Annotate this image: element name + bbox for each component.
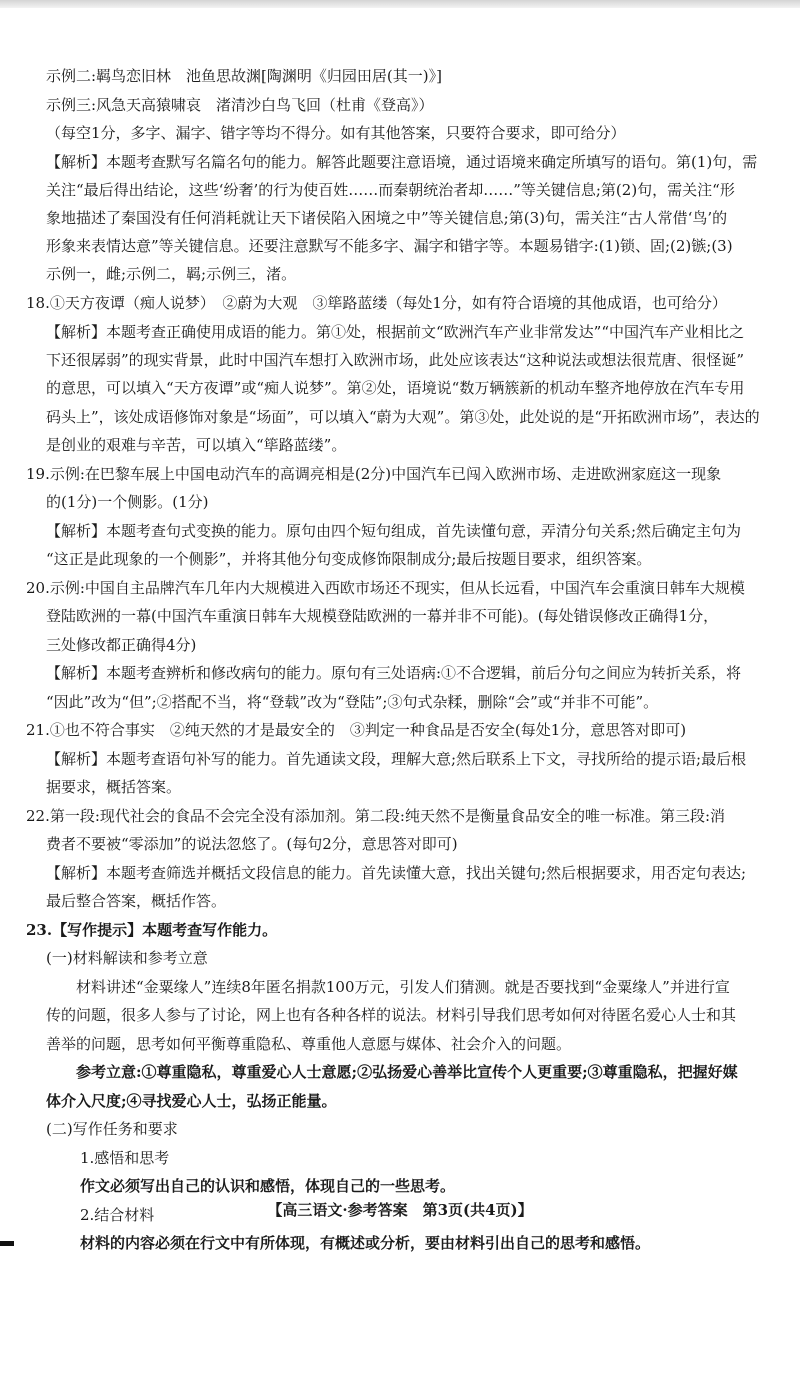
text-line: 示例一，雌;示例二，羁;示例三，渚。 <box>46 265 297 283</box>
analysis-line: 【解析】本题考查辨析和修改病句的能力。原句有三处语病:①不合逻辑，前后分句之间应为转折关系，将 <box>46 664 742 682</box>
paragraph-line: 材料的内容必须在行文中有所体现，有概述或分析，要由材料引出自己的思考和感悟。 <box>80 1234 651 1252</box>
page-footer: 【高三语文·参考答案 第3页(共4页)】 <box>267 1201 533 1219</box>
analysis-line: 【解析】本题考查筛选并概括文段信息的能力。首先读懂大意，找出关键句;然后根据要求，用否定句表达; <box>46 864 747 882</box>
text-line: 的(1分)一个侧影。(1分) <box>46 493 209 511</box>
analysis-line: 【解析】本题考查默写名篇名句的能力。解答此题要注意语境，通过语境来确定所填写的语句。第(1)句，需 <box>46 153 758 171</box>
text-line: （每空1分，多字、漏字、错字等均不得分。如有其他答案，只要符合要求，即可给分） <box>46 124 626 142</box>
paragraph-line: 体介入尺度;④寻找爱心人士，弘扬正能量。 <box>46 1092 337 1110</box>
text-line: “因此”改为“但”;②搭配不当，将“登载”改为“登陆”;③句式杂糅，删除“会”或“并非不可能”。 <box>46 693 659 711</box>
question-21-answer: 21.①也不符合事实 ②纯天然的才是最安全的 ③判定一种食品是否安全(每处1分，意思答对即可) <box>26 721 687 739</box>
text-line: “这正是此现象的一个侧影”，并将其他分句变成修饰限制成分;最后按题目要求，组织答案。 <box>46 550 652 568</box>
text-line: 示例二:羁鸟恋旧林 池鱼思故渊[陶渊明《归园田居(其一)》] <box>46 67 442 85</box>
paragraph-line: 善举的问题，思考如何平衡尊重隐私、尊重他人意愿与媒体、社会介入的问题。 <box>46 1035 572 1053</box>
question-22-answer: 22.第一段:现代社会的食品不会完全没有添加剂。第二段:纯天然不是衡量食品安全的唯一标准。第三段:消 <box>26 807 726 825</box>
text-line: 的意思，可以填入“天方夜谭”或“痴人说梦”。第②处，语境说“数万辆簇新的机动车整齐地停放在汽车专用 <box>46 379 745 397</box>
top-edge-shadow <box>0 0 800 8</box>
section-heading: (二)写作任务和要求 <box>46 1120 178 1138</box>
question-23-heading: 23.【写作提示】本题考查写作能力。 <box>26 921 278 939</box>
analysis-line: 【解析】本题考查语句补写的能力。首先通读文段，理解大意;然后联系上下文，寻找所给的提示语;最后根 <box>46 750 747 768</box>
question-20-answer: 20.示例:中国自主品牌汽车几年内大规模进入西欧市场还不现实，但从长远看，中国汽车会重演日韩车大规模 <box>26 579 745 597</box>
text-line: 关注“最后得出结论，这些‘纷奢’的行为使百姓……而秦朝统治者却……”等关键信息;第(2)句，需关注“形 <box>46 181 735 199</box>
text-line: 是创业的艰难与辛苦，可以填入“筚路蓝缕”。 <box>46 436 347 454</box>
paragraph-line: 参考立意:①尊重隐私，尊重爱心人士意愿;②弘扬爱心善举比宣传个人更重要;③尊重隐私，把握好媒 <box>76 1063 738 1081</box>
paragraph-line: 作文必须写出自己的认识和感悟，体现自己的一些思考。 <box>80 1177 456 1195</box>
text-line: 形象来表情达意”等关键信息。还要注意默写不能多字、漏字和错字等。本题易错字:(1)锁、固;(2)镞;(3) <box>46 237 733 255</box>
analysis-line: 【解析】本题考查正确使用成语的能力。第①处，根据前文“欧洲汽车产业非常发达”“中国汽车产业相比之 <box>46 323 745 341</box>
paragraph-line: 传的问题，很多人参与了讨论，网上也有各种各样的说法。材料引导我们思考如何对待匿名爱心人士和其 <box>46 1006 737 1024</box>
text-line: 象地描述了秦国没有任何消耗就让天下诸侯陷入困境之中”等关键信息;第(3)句，需关注“古人常借‘鸟’的 <box>46 209 728 227</box>
text-line: 登陆欧洲的一幕(中国汽车重演日韩车大规模登陆欧洲的一幕并非不可能)。(每处错误修改正确得1分， <box>46 607 719 625</box>
text-line: 费者不要被“零添加”的说法忽悠了。(每句2分，意思答对即可) <box>46 835 458 853</box>
question-18-answer: 18.①天方夜谭（痴人说梦） ②蔚为大观 ③筚路蓝缕（每处1分，如有符合语境的其他成语，也可给分） <box>26 294 727 312</box>
text-line: 下还很孱弱”的现实背景，此时中国汽车想打入欧洲市场，此处应该表达“这种说法或想法很荒唐、很怪诞” <box>46 351 745 369</box>
text-line: 示例三:风急天高猿啸哀 渚清沙白鸟飞回（杜甫《登高》） <box>46 96 434 114</box>
text-line: 据要求，概括答案。 <box>46 778 182 796</box>
question-19-answer: 19.示例:在巴黎车展上中国电动汽车的高调亮相是(2分)中国汽车已闯入欧洲市场、走进欧洲家庭这一现象 <box>26 465 722 483</box>
subsection-heading: 2.结合材料 <box>80 1206 155 1224</box>
text-line: 最后整合答案，概括作答。 <box>46 892 227 910</box>
subsection-heading: 1.感悟和思考 <box>80 1149 170 1167</box>
section-heading: (一)材料解读和参考立意 <box>46 949 208 967</box>
paragraph-line: 材料讲述“金粟缘人”连续8年匿名捐款100万元，引发人们猜测。就是否要找到“金粟缘人”并进行宣 <box>76 978 730 996</box>
text-line: 码头上”，该处成语修饰对象是“场面”，可以填入“蔚为大观”。第③处，此处说的是“开拓欧洲市场”，表达的 <box>46 408 760 426</box>
text-line: 三处修改都正确得4分) <box>46 636 197 654</box>
edge-mark <box>0 1241 14 1246</box>
analysis-line: 【解析】本题考查句式变换的能力。原句由四个短句组成，首先读懂句意，弄清分句关系;然后确定主句为 <box>46 522 742 540</box>
